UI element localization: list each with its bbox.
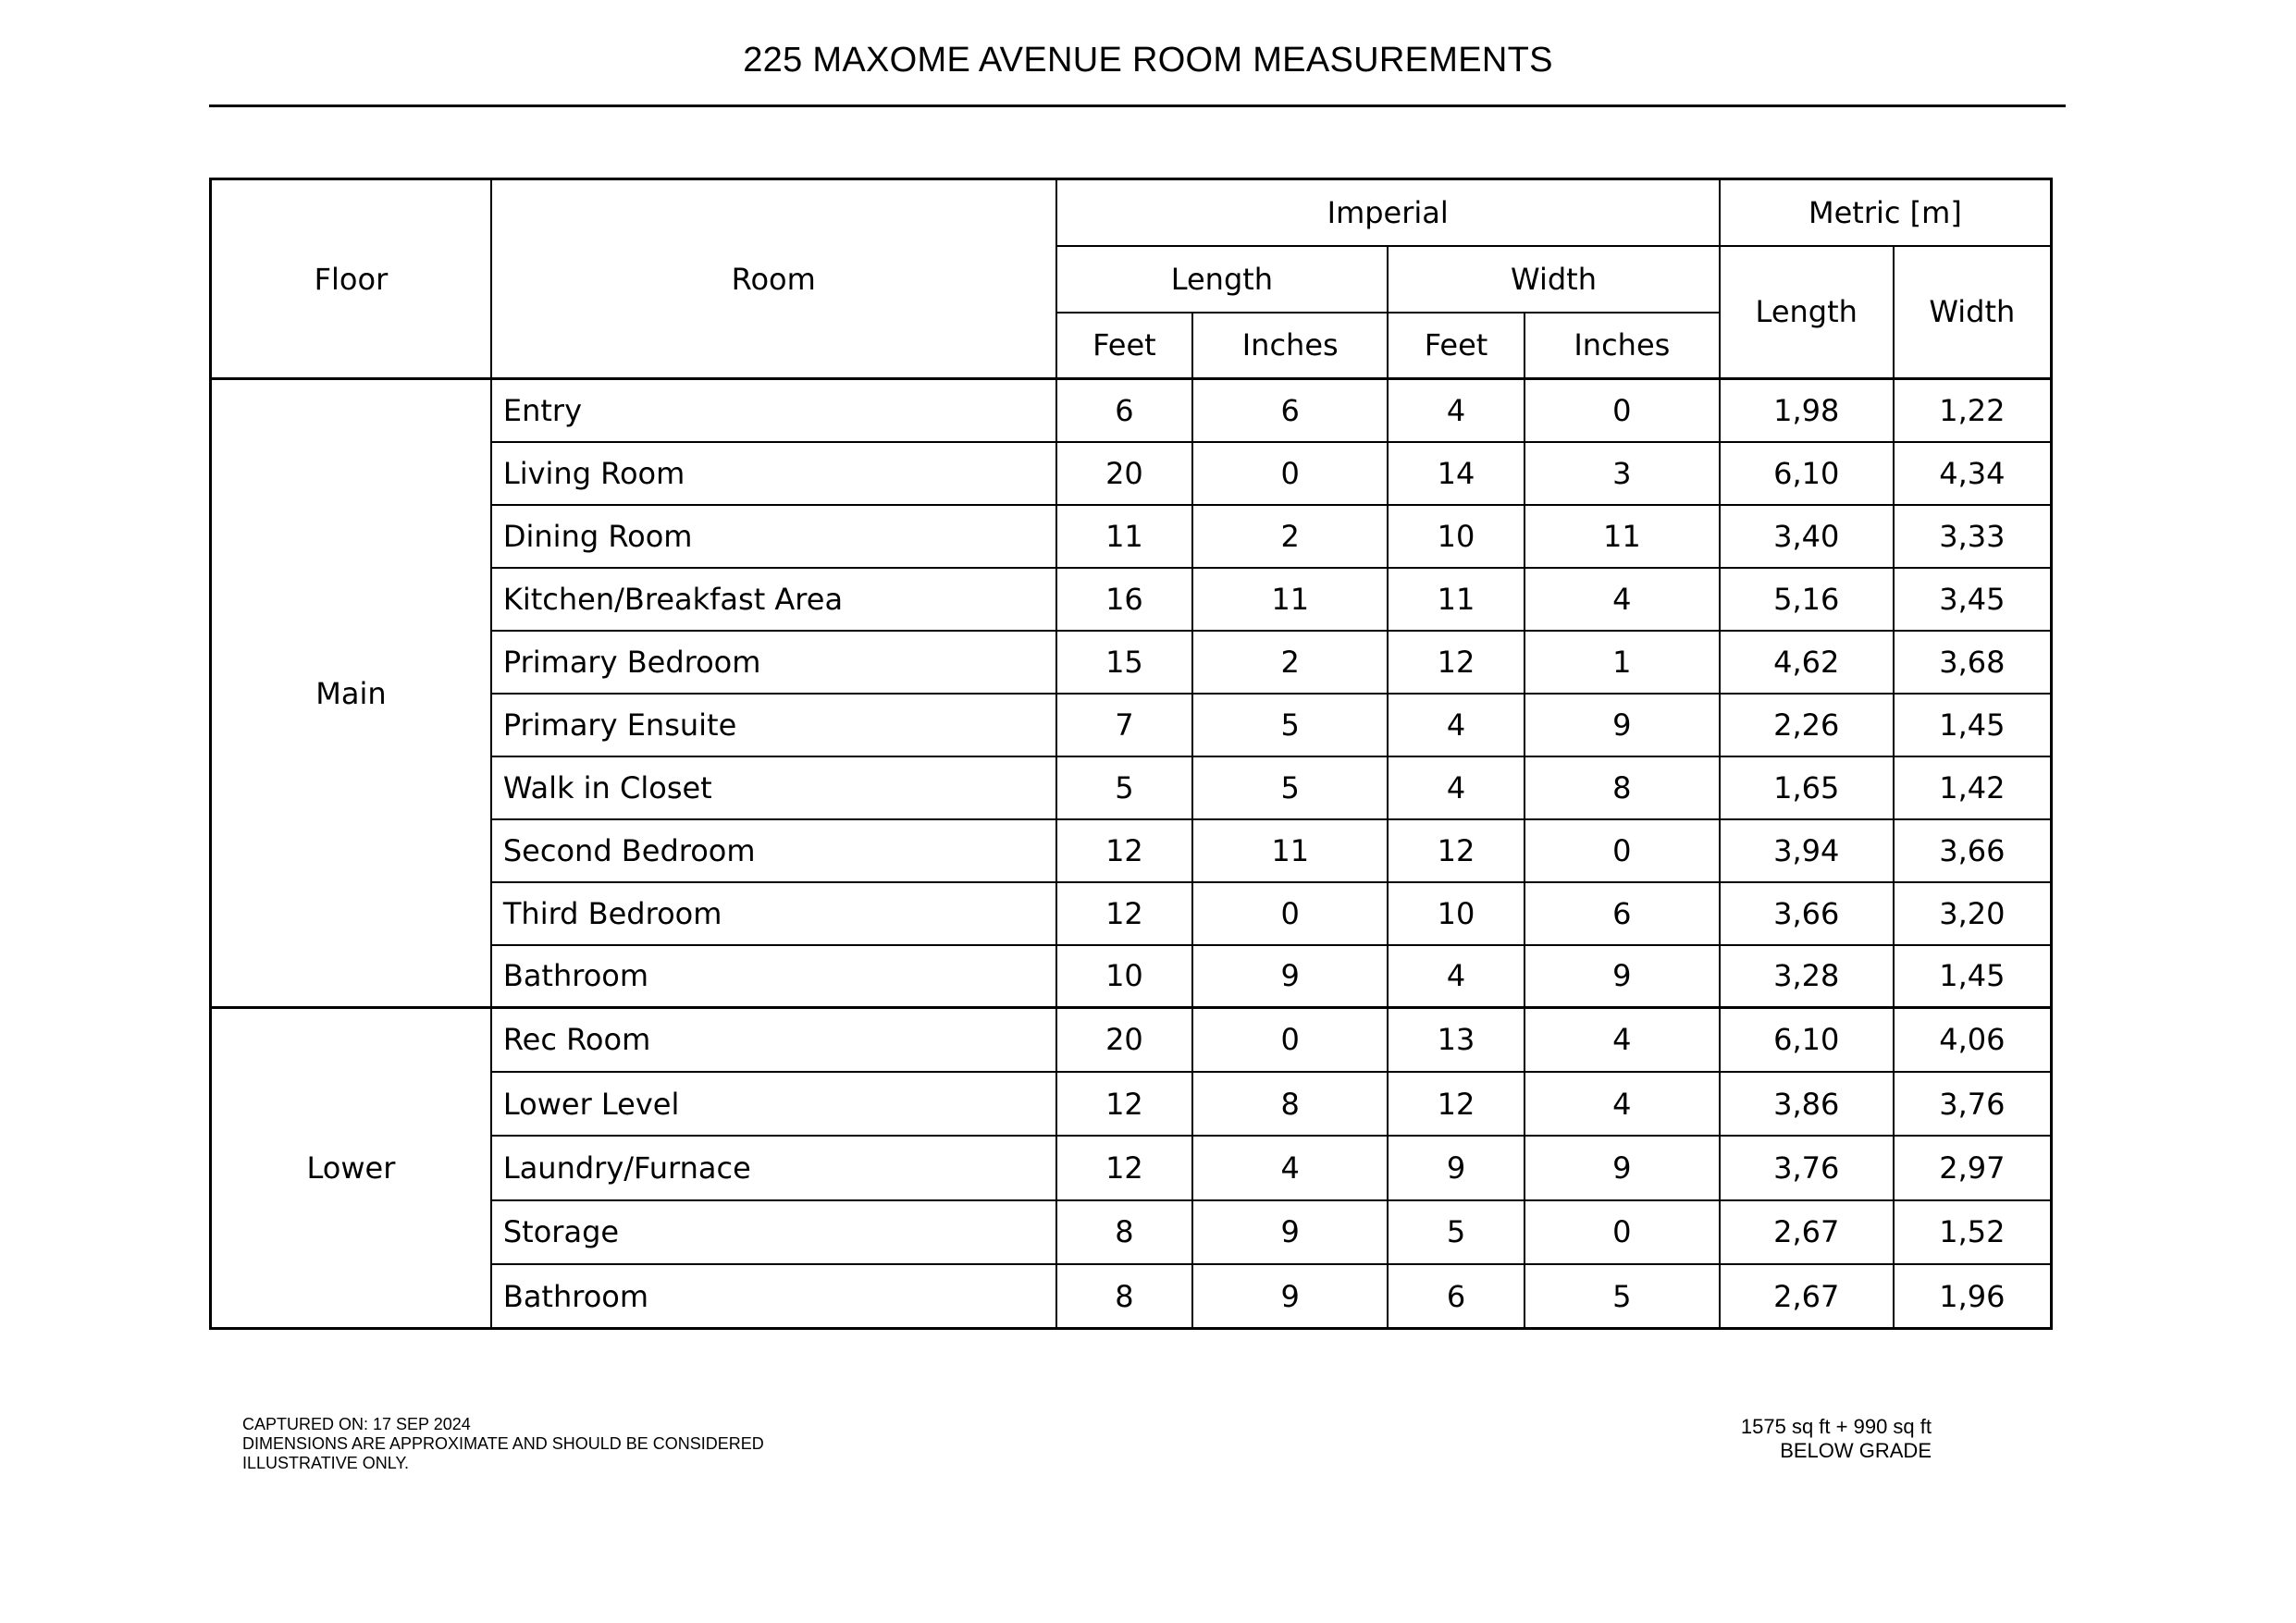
width-feet-cell: 9 [1388,1136,1524,1199]
width-feet-cell: 6 [1388,1264,1524,1328]
metric-length-cell: 6,10 [1720,1008,1894,1072]
metric-length-cell: 3,94 [1720,819,1894,882]
width-inches-cell: 9 [1524,945,1720,1008]
header-metric-length: Length [1720,246,1894,379]
width-inches-cell: 5 [1524,1264,1720,1328]
metric-width-cell: 1,96 [1894,1264,2052,1328]
header-width-feet: Feet [1388,313,1524,379]
width-inches-cell: 4 [1524,1008,1720,1072]
metric-width-cell: 3,45 [1894,568,2052,631]
title-divider [209,105,2066,107]
header-imperial-length: Length [1056,246,1389,313]
metric-width-cell: 1,22 [1894,379,2052,442]
length-feet-cell: 15 [1056,631,1193,694]
length-inches-cell: 6 [1192,379,1388,442]
width-feet-cell: 4 [1388,379,1524,442]
width-feet-cell: 5 [1388,1200,1524,1264]
length-inches-cell: 11 [1192,819,1388,882]
length-inches-cell: 0 [1192,1008,1388,1072]
length-feet-cell: 7 [1056,694,1193,756]
length-feet-cell: 20 [1056,442,1193,505]
metric-length-cell: 3,86 [1720,1072,1894,1136]
metric-length-cell: 2,67 [1720,1264,1894,1328]
length-feet-cell: 10 [1056,945,1193,1008]
metric-length-cell: 3,28 [1720,945,1894,1008]
header-imperial: Imperial [1056,179,1720,246]
header-metric-width: Width [1894,246,2052,379]
length-feet-cell: 12 [1056,819,1193,882]
area-summary [1647,1415,1932,1463]
table-row [211,1008,2052,1072]
width-inches-cell: 6 [1524,882,1720,945]
room-name-cell: Storage [491,1200,1056,1264]
disclaimer-line-1: DIMENSIONS ARE APPROXIMATE AND SHOULD BE CONSIDERED [242,1434,764,1453]
captured-date: CAPTURED ON: 17 SEP 2024 [242,1415,471,1433]
metric-width-cell: 3,76 [1894,1072,2052,1136]
width-inches-cell: 0 [1524,1200,1720,1264]
metric-width-cell: 3,20 [1894,882,2052,945]
length-inches-cell: 8 [1192,1072,1388,1136]
metric-width-cell: 3,68 [1894,631,2052,694]
metric-width-cell: 1,52 [1894,1200,2052,1264]
length-inches-cell: 4 [1192,1136,1388,1199]
width-feet-cell: 12 [1388,1072,1524,1136]
length-inches-cell: 5 [1192,694,1388,756]
page-title: 225 MAXOME AVENUE ROOM MEASUREMENTS [743,41,1553,80]
width-inches-cell: 11 [1524,505,1720,568]
width-inches-cell: 9 [1524,1136,1720,1199]
metric-width-cell: 2,97 [1894,1136,2052,1199]
area-below-grade: BELOW GRADE [1780,1439,1932,1462]
length-feet-cell: 5 [1056,756,1193,819]
metric-width-cell: 1,45 [1894,945,2052,1008]
metric-length-cell: 1,98 [1720,379,1894,442]
length-feet-cell: 12 [1056,1072,1193,1136]
header-length-inches: Inches [1192,313,1388,379]
metric-length-cell: 4,62 [1720,631,1894,694]
length-inches-cell: 0 [1192,882,1388,945]
room-name-cell: Kitchen/Breakfast Area [491,568,1056,631]
room-name-cell: Dining Room [491,505,1056,568]
metric-length-cell: 3,66 [1720,882,1894,945]
length-inches-cell: 2 [1192,631,1388,694]
length-inches-cell: 9 [1192,945,1388,1008]
room-name-cell: Walk in Closet [491,756,1056,819]
room-name-cell: Primary Ensuite [491,694,1056,756]
length-inches-cell: 9 [1192,1200,1388,1264]
room-name-cell: Laundry/Furnace [491,1136,1056,1199]
width-inches-cell: 8 [1524,756,1720,819]
header-room: Room [491,179,1056,379]
metric-length-cell: 3,76 [1720,1136,1894,1199]
area-total: 1575 sq ft + 990 sq ft [1740,1415,1932,1438]
length-inches-cell: 5 [1192,756,1388,819]
table-body [211,379,2052,1329]
metric-width-cell: 4,06 [1894,1008,2052,1072]
metric-width-cell: 3,66 [1894,819,2052,882]
metric-length-cell: 1,65 [1720,756,1894,819]
metric-length-cell: 5,16 [1720,568,1894,631]
header-floor: Floor [211,179,491,379]
metric-width-cell: 1,45 [1894,694,2052,756]
metric-width-cell: 1,42 [1894,756,2052,819]
metric-length-cell: 2,26 [1720,694,1894,756]
header-width-inches: Inches [1524,313,1720,379]
width-feet-cell: 12 [1388,631,1524,694]
metric-length-cell: 2,67 [1720,1200,1894,1264]
room-measurements-table [209,178,2053,1330]
length-inches-cell: 0 [1192,442,1388,505]
metric-length-cell: 3,40 [1720,505,1894,568]
length-feet-cell: 6 [1056,379,1193,442]
length-feet-cell: 12 [1056,1136,1193,1199]
length-inches-cell: 9 [1192,1264,1388,1328]
width-feet-cell: 10 [1388,505,1524,568]
table-row [211,379,2052,442]
metric-width-cell: 3,33 [1894,505,2052,568]
length-feet-cell: 16 [1056,568,1193,631]
width-feet-cell: 10 [1388,882,1524,945]
width-feet-cell: 12 [1388,819,1524,882]
width-feet-cell: 4 [1388,945,1524,1008]
metric-length-cell: 6,10 [1720,442,1894,505]
length-feet-cell: 11 [1056,505,1193,568]
width-inches-cell: 4 [1524,1072,1720,1136]
room-name-cell: Living Room [491,442,1056,505]
width-feet-cell: 4 [1388,694,1524,756]
width-feet-cell: 11 [1388,568,1524,631]
length-inches-cell: 11 [1192,568,1388,631]
length-feet-cell: 20 [1056,1008,1193,1072]
floor-cell: Main [211,379,491,1008]
header-metric: Metric [m] [1720,179,2052,246]
metric-width-cell: 4,34 [1894,442,2052,505]
room-name-cell: Second Bedroom [491,819,1056,882]
width-inches-cell: 9 [1524,694,1720,756]
header-imperial-width: Width [1388,246,1720,313]
floor-cell: Lower [211,1008,491,1329]
disclaimer-line-2: ILLUSTRATIVE ONLY. [242,1454,410,1472]
header-length-feet: Feet [1056,313,1193,379]
room-name-cell: Lower Level [491,1072,1056,1136]
length-feet-cell: 8 [1056,1200,1193,1264]
room-name-cell: Bathroom [491,945,1056,1008]
length-feet-cell: 12 [1056,882,1193,945]
width-inches-cell: 0 [1524,379,1720,442]
room-name-cell: Third Bedroom [491,882,1056,945]
width-inches-cell: 0 [1524,819,1720,882]
width-inches-cell: 3 [1524,442,1720,505]
width-inches-cell: 1 [1524,631,1720,694]
room-name-cell: Rec Room [491,1008,1056,1072]
width-feet-cell: 13 [1388,1008,1524,1072]
width-feet-cell: 4 [1388,756,1524,819]
length-feet-cell: 8 [1056,1264,1193,1328]
length-inches-cell: 2 [1192,505,1388,568]
room-name-cell: Primary Bedroom [491,631,1056,694]
width-inches-cell: 4 [1524,568,1720,631]
capture-note [242,1415,764,1473]
width-feet-cell: 14 [1388,442,1524,505]
room-name-cell: Bathroom [491,1264,1056,1328]
room-name-cell: Entry [491,379,1056,442]
